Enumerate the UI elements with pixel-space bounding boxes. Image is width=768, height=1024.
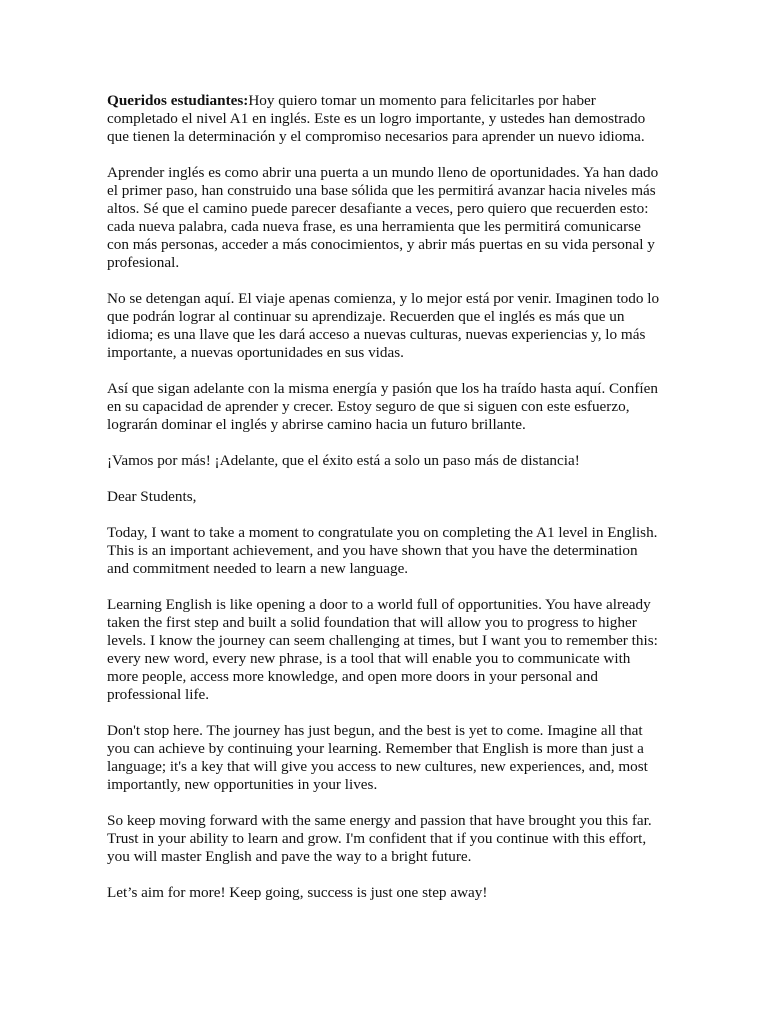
en-paragraph-5: Let’s aim for more! Keep going, success is just one step away! [107, 884, 488, 901]
es-salutation: Queridos estudiantes: [107, 92, 249, 109]
es-paragraph-2: Aprender inglés es como abrir una puerta a un mundo lleno de oportunidades. Ya han dado el primer paso, han construido una base sólida que les permitirá avanzar hacia niveles más altos. Sé que el camino puede parecer desafiante a veces, pero quiero que recuerden esto: cada nueva palabra, cada nueva frase, es una herramienta que les permitirá comunicarse con más personas, acceder a más conocimientos, y abrir más puertas en su vida personal y profesional. [107, 164, 659, 271]
es-paragraph-1 [107, 92, 663, 146]
es-paragraph-5: ¡Vamos por más! ¡Adelante, que el éxito está a solo un paso más de distancia! [107, 452, 580, 469]
es-paragraph-1-text: Hoy quiero tomar un momento para felicitarles por haber completado el nivel A1 en inglés. Este es un logro importante, y ustedes han demostrado que tienen la determinación y el compromiso necesarios para aprender un nuevo idioma. [107, 92, 646, 145]
en-paragraph-3: Don't stop here. The journey has just begun, and the best is yet to come. Imagine all that you can achieve by continuing your learning. Remember that English is more than just a language; it's a key that will give you access to new cultures, new experiences, and, most importantly, new opportunities in your lives. [107, 722, 648, 793]
es-paragraph-3: No se detengan aquí. El viaje apenas comienza, y lo mejor está por venir. Imaginen todo lo que podrán lograr al continuar su aprendizaje. Recuerden que el inglés es más que un idioma; es una llave que les dará acceso a nuevas culturas, nuevas experiencias y, lo más importante, a nuevas oportunidades en sus vidas. [107, 290, 660, 361]
document-page [107, 92, 663, 920]
en-paragraph-4: So keep moving forward with the same energy and passion that have brought you this far. Trust in your ability to learn and grow. I'm confident that if you continue with this effort, you will master English and pave the way to a bright future. [107, 812, 652, 865]
en-paragraph-1: Today, I want to take a moment to congratulate you on completing the A1 level in English. This is an important achievement, and you have shown that you have the determination and commitment needed to learn a new language. [107, 524, 658, 577]
en-salutation: Dear Students, [107, 488, 197, 505]
en-paragraph-2: Learning English is like opening a door to a world full of opportunities. You have already taken the first step and built a solid foundation that will allow you to progress to higher levels. I know the journey can seem challenging at times, but I want you to remember this: every new word, every new phrase, is a tool that will enable you to communicate with more people, access more knowledge, and open more doors in your personal and professional life. [107, 596, 658, 703]
es-paragraph-4: Así que sigan adelante con la misma energía y pasión que los ha traído hasta aquí. Confíen en su capacidad de aprender y crecer. Estoy seguro de que si siguen con este esfuerzo, lograrán dominar el inglés y abrirse camino hacia un futuro brillante. [107, 380, 658, 433]
